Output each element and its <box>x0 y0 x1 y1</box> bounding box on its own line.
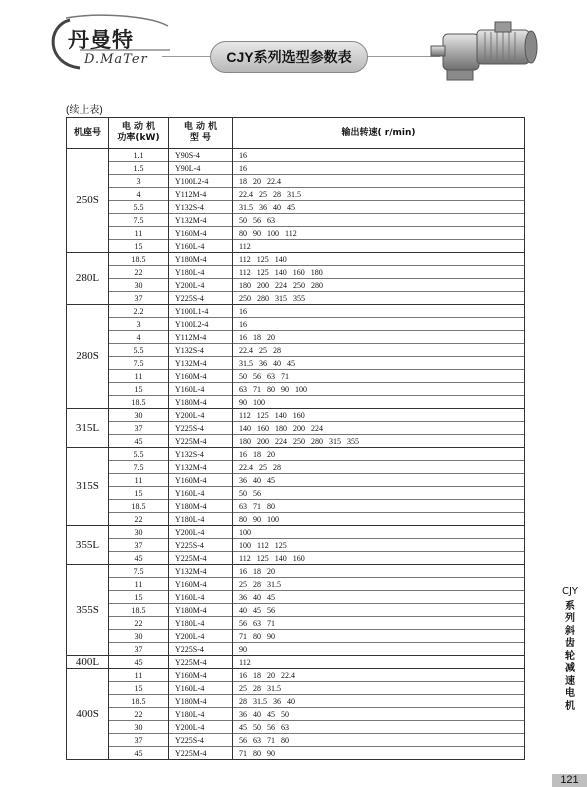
side-tab-char: 速 <box>565 675 575 687</box>
model-cell: Y100L2-4 <box>169 175 233 188</box>
speed-cell: 16 <box>233 149 525 162</box>
power-cell: 7.5 <box>109 357 169 370</box>
power-cell: 11 <box>109 669 169 682</box>
model-cell: Y200L-4 <box>169 409 233 422</box>
power-cell: 45 <box>109 747 169 760</box>
speed-cell: 112 125 140 160 <box>233 409 525 422</box>
model-cell: Y225S-4 <box>169 734 233 747</box>
power-cell: 5.5 <box>109 448 169 461</box>
table-row <box>67 201 525 214</box>
side-tab-char: 电 <box>565 688 575 699</box>
table-row <box>67 617 525 630</box>
speed-cell: 45 50 56 63 <box>233 721 525 734</box>
model-cell: Y180L-4 <box>169 513 233 526</box>
power-cell: 11 <box>109 227 169 240</box>
table-row <box>67 669 525 682</box>
speed-cell: 28 31.5 36 40 <box>233 695 525 708</box>
table-row <box>67 149 525 162</box>
power-cell: 18.5 <box>109 253 169 266</box>
table-header-row <box>67 118 525 149</box>
model-cell: Y200L-4 <box>169 279 233 292</box>
side-tab-char: 机 <box>565 700 575 712</box>
speed-cell: 112 125 140 <box>233 253 525 266</box>
power-cell: 45 <box>109 656 169 669</box>
model-cell: Y132S-4 <box>169 448 233 461</box>
model-cell: Y180L-4 <box>169 266 233 279</box>
speed-cell: 31.5 36 40 45 <box>233 201 525 214</box>
power-cell: 30 <box>109 630 169 643</box>
header-power-line1: 电 动 机 <box>121 122 156 132</box>
speed-cell: 36 40 45 <box>233 591 525 604</box>
power-cell: 37 <box>109 539 169 552</box>
power-cell: 1.1 <box>109 149 169 162</box>
side-section-tab <box>557 586 583 713</box>
speed-cell: 40 45 56 <box>233 604 525 617</box>
table-row <box>67 552 525 565</box>
power-cell: 11 <box>109 370 169 383</box>
power-cell: 3 <box>109 318 169 331</box>
model-cell: Y90L-4 <box>169 162 233 175</box>
side-tab-char: 减 <box>565 663 575 674</box>
table-row <box>67 318 525 331</box>
model-cell: Y225M-4 <box>169 747 233 760</box>
model-cell: Y200L-4 <box>169 630 233 643</box>
header-speed: 输出转速( r/min) <box>233 118 525 149</box>
model-cell: Y180L-4 <box>169 708 233 721</box>
side-tab-char: 齿 <box>565 638 575 649</box>
speed-cell: 50 56 63 <box>233 214 525 227</box>
model-cell: Y132M-4 <box>169 565 233 578</box>
table-row <box>67 500 525 513</box>
power-cell: 4 <box>109 331 169 344</box>
speed-cell: 63 71 80 <box>233 500 525 513</box>
table-row <box>67 357 525 370</box>
speed-cell: 16 <box>233 305 525 318</box>
model-cell: Y112M-4 <box>169 331 233 344</box>
speed-cell: 22.4 25 28 <box>233 461 525 474</box>
model-cell: Y160L-4 <box>169 591 233 604</box>
power-cell: 5.5 <box>109 201 169 214</box>
model-cell: Y180M-4 <box>169 695 233 708</box>
model-cell: Y180M-4 <box>169 396 233 409</box>
header-model-line1: 电 动 机 <box>183 122 218 132</box>
table-row <box>67 474 525 487</box>
model-cell: Y180M-4 <box>169 604 233 617</box>
table-row <box>67 305 525 318</box>
table-row <box>67 240 525 253</box>
side-tab-char: 系 <box>565 600 575 612</box>
model-cell: Y225M-4 <box>169 435 233 448</box>
model-cell: Y225S-4 <box>169 539 233 552</box>
table-row <box>67 578 525 591</box>
power-cell: 1.5 <box>109 162 169 175</box>
model-cell: Y200L-4 <box>169 721 233 734</box>
table-row <box>67 383 525 396</box>
speed-cell: 22.4 25 28 31.5 <box>233 188 525 201</box>
page-title: CJY系列选型参数表 <box>210 41 368 73</box>
model-cell: Y225M-4 <box>169 656 233 669</box>
model-cell: Y132M-4 <box>169 461 233 474</box>
model-cell: Y100L2-4 <box>169 318 233 331</box>
model-cell: Y160L-4 <box>169 383 233 396</box>
table-row <box>67 175 525 188</box>
speed-cell: 25 28 31.5 <box>233 682 525 695</box>
speed-cell: 36 40 45 <box>233 474 525 487</box>
power-cell: 37 <box>109 422 169 435</box>
table-row <box>67 279 525 292</box>
table-row <box>67 565 525 578</box>
power-cell: 37 <box>109 292 169 305</box>
power-cell: 18.5 <box>109 396 169 409</box>
frame-cell: 280S <box>67 305 109 409</box>
model-cell: Y160L-4 <box>169 240 233 253</box>
power-cell: 30 <box>109 279 169 292</box>
model-cell: Y132S-4 <box>169 201 233 214</box>
model-cell: Y160L-4 <box>169 487 233 500</box>
header-power <box>109 118 169 149</box>
power-cell: 15 <box>109 682 169 695</box>
logo-english-text: D.MaTer <box>84 52 148 67</box>
speed-cell: 16 18 20 <box>233 448 525 461</box>
power-cell: 3 <box>109 175 169 188</box>
power-cell: 45 <box>109 552 169 565</box>
table-row <box>67 721 525 734</box>
table-row <box>67 162 525 175</box>
frame-cell: 315L <box>67 409 109 448</box>
logo-chinese-text: 丹曼特 <box>68 28 134 52</box>
frame-cell: 400S <box>67 669 109 760</box>
table-row <box>67 513 525 526</box>
power-cell: 37 <box>109 643 169 656</box>
speed-cell: 112 <box>233 240 525 253</box>
power-cell: 7.5 <box>109 214 169 227</box>
power-cell: 11 <box>109 578 169 591</box>
table-row <box>67 409 525 422</box>
speed-cell: 25 28 31.5 <box>233 578 525 591</box>
power-cell: 5.5 <box>109 344 169 357</box>
frame-cell: 250S <box>67 149 109 253</box>
model-cell: Y225S-4 <box>169 643 233 656</box>
model-cell: Y225S-4 <box>169 422 233 435</box>
model-cell: Y132M-4 <box>169 214 233 227</box>
model-cell: Y160M-4 <box>169 474 233 487</box>
speed-cell: 80 90 100 <box>233 513 525 526</box>
gear-motor-image <box>425 16 543 86</box>
model-cell: Y160M-4 <box>169 669 233 682</box>
table-row <box>67 747 525 760</box>
header-model-line2: 型 号 <box>189 133 212 143</box>
side-tab-char: 斜 <box>565 625 575 637</box>
power-cell: 7.5 <box>109 461 169 474</box>
table-row <box>67 253 525 266</box>
model-cell: Y160M-4 <box>169 578 233 591</box>
power-cell: 22 <box>109 266 169 279</box>
speed-cell: 71 80 90 <box>233 747 525 760</box>
model-cell: Y200L-4 <box>169 526 233 539</box>
table-row <box>67 734 525 747</box>
speed-cell: 36 40 45 50 <box>233 708 525 721</box>
power-cell: 18.5 <box>109 500 169 513</box>
table-row <box>67 435 525 448</box>
power-cell: 30 <box>109 526 169 539</box>
speed-cell: 180 200 224 250 280 <box>233 279 525 292</box>
side-tab-prefix: CJY <box>561 586 579 597</box>
table-row <box>67 188 525 201</box>
power-cell: 15 <box>109 240 169 253</box>
selection-parameter-table <box>66 117 525 760</box>
model-cell: Y112M-4 <box>169 188 233 201</box>
speed-cell: 100 112 125 <box>233 539 525 552</box>
speed-cell: 16 <box>233 318 525 331</box>
page-number: 121 <box>552 774 587 787</box>
brand-logo <box>40 12 175 74</box>
speed-cell: 63 71 80 90 100 <box>233 383 525 396</box>
speed-cell: 16 <box>233 162 525 175</box>
frame-cell: 315S <box>67 448 109 526</box>
table-row <box>67 292 525 305</box>
power-cell: 2.2 <box>109 305 169 318</box>
speed-cell: 22.4 25 28 <box>233 344 525 357</box>
table-row <box>67 331 525 344</box>
speed-cell: 140 160 180 200 224 <box>233 422 525 435</box>
speed-cell: 112 125 140 160 <box>233 552 525 565</box>
speed-cell: 90 <box>233 643 525 656</box>
header-frame: 机座号 <box>67 118 109 149</box>
table-row <box>67 539 525 552</box>
table-row <box>67 630 525 643</box>
speed-cell: 100 <box>233 526 525 539</box>
model-cell: Y90S-4 <box>169 149 233 162</box>
table-row <box>67 227 525 240</box>
model-cell: Y160L-4 <box>169 682 233 695</box>
power-cell: 22 <box>109 708 169 721</box>
side-tab-char: 列 <box>565 613 575 624</box>
power-cell: 15 <box>109 591 169 604</box>
power-cell: 30 <box>109 409 169 422</box>
table-row <box>67 591 525 604</box>
frame-cell: 355L <box>67 526 109 565</box>
model-cell: Y100L1-4 <box>169 305 233 318</box>
model-cell: Y132S-4 <box>169 344 233 357</box>
power-cell: 45 <box>109 435 169 448</box>
power-cell: 7.5 <box>109 565 169 578</box>
speed-cell: 16 18 20 22.4 <box>233 669 525 682</box>
power-cell: 15 <box>109 487 169 500</box>
speed-cell: 112 125 140 160 180 <box>233 266 525 279</box>
table-row <box>67 604 525 617</box>
model-cell: Y225S-4 <box>169 292 233 305</box>
frame-cell: 280L <box>67 253 109 305</box>
side-tab-char: 轮 <box>565 650 575 662</box>
speed-cell: 71 80 90 <box>233 630 525 643</box>
model-cell: Y132M-4 <box>169 357 233 370</box>
speed-cell: 50 56 <box>233 487 525 500</box>
table-row <box>67 214 525 227</box>
table-row <box>67 344 525 357</box>
model-cell: Y180M-4 <box>169 500 233 513</box>
table-row <box>67 461 525 474</box>
table-row <box>67 682 525 695</box>
speed-cell: 180 200 224 250 280 315 355 <box>233 435 525 448</box>
table-row <box>67 643 525 656</box>
model-cell: Y180L-4 <box>169 617 233 630</box>
power-cell: 11 <box>109 474 169 487</box>
speed-cell: 56 63 71 80 <box>233 734 525 747</box>
table-row <box>67 695 525 708</box>
power-cell: 30 <box>109 721 169 734</box>
table-row <box>67 487 525 500</box>
speed-cell: 112 <box>233 656 525 669</box>
speed-cell: 16 18 20 <box>233 331 525 344</box>
model-cell: Y180M-4 <box>169 253 233 266</box>
speed-cell: 50 56 63 71 <box>233 370 525 383</box>
power-cell: 4 <box>109 188 169 201</box>
speed-cell: 90 100 <box>233 396 525 409</box>
model-cell: Y225M-4 <box>169 552 233 565</box>
model-cell: Y160M-4 <box>169 227 233 240</box>
model-cell: Y160M-4 <box>169 370 233 383</box>
power-cell: 22 <box>109 617 169 630</box>
frame-cell: 355S <box>67 565 109 656</box>
frame-cell: 400L <box>67 656 109 669</box>
speed-cell: 31.5 36 40 45 <box>233 357 525 370</box>
power-cell: 15 <box>109 383 169 396</box>
power-cell: 18.5 <box>109 695 169 708</box>
power-cell: 22 <box>109 513 169 526</box>
table-row <box>67 708 525 721</box>
speed-cell: 80 90 100 112 <box>233 227 525 240</box>
table-row <box>67 656 525 669</box>
header-power-line2: 功率(kW) <box>117 133 160 143</box>
table-row <box>67 396 525 409</box>
table-body <box>67 149 525 760</box>
table-row <box>67 266 525 279</box>
continued-note: (续上表) <box>66 105 103 116</box>
table-row <box>67 422 525 435</box>
speed-cell: 16 18 20 <box>233 565 525 578</box>
header-model <box>169 118 233 149</box>
power-cell: 18.5 <box>109 604 169 617</box>
table-row <box>67 370 525 383</box>
speed-cell: 18 20 22.4 <box>233 175 525 188</box>
table-row <box>67 448 525 461</box>
speed-cell: 56 63 71 <box>233 617 525 630</box>
speed-cell: 250 280 315 355 <box>233 292 525 305</box>
power-cell: 37 <box>109 734 169 747</box>
table-row <box>67 526 525 539</box>
